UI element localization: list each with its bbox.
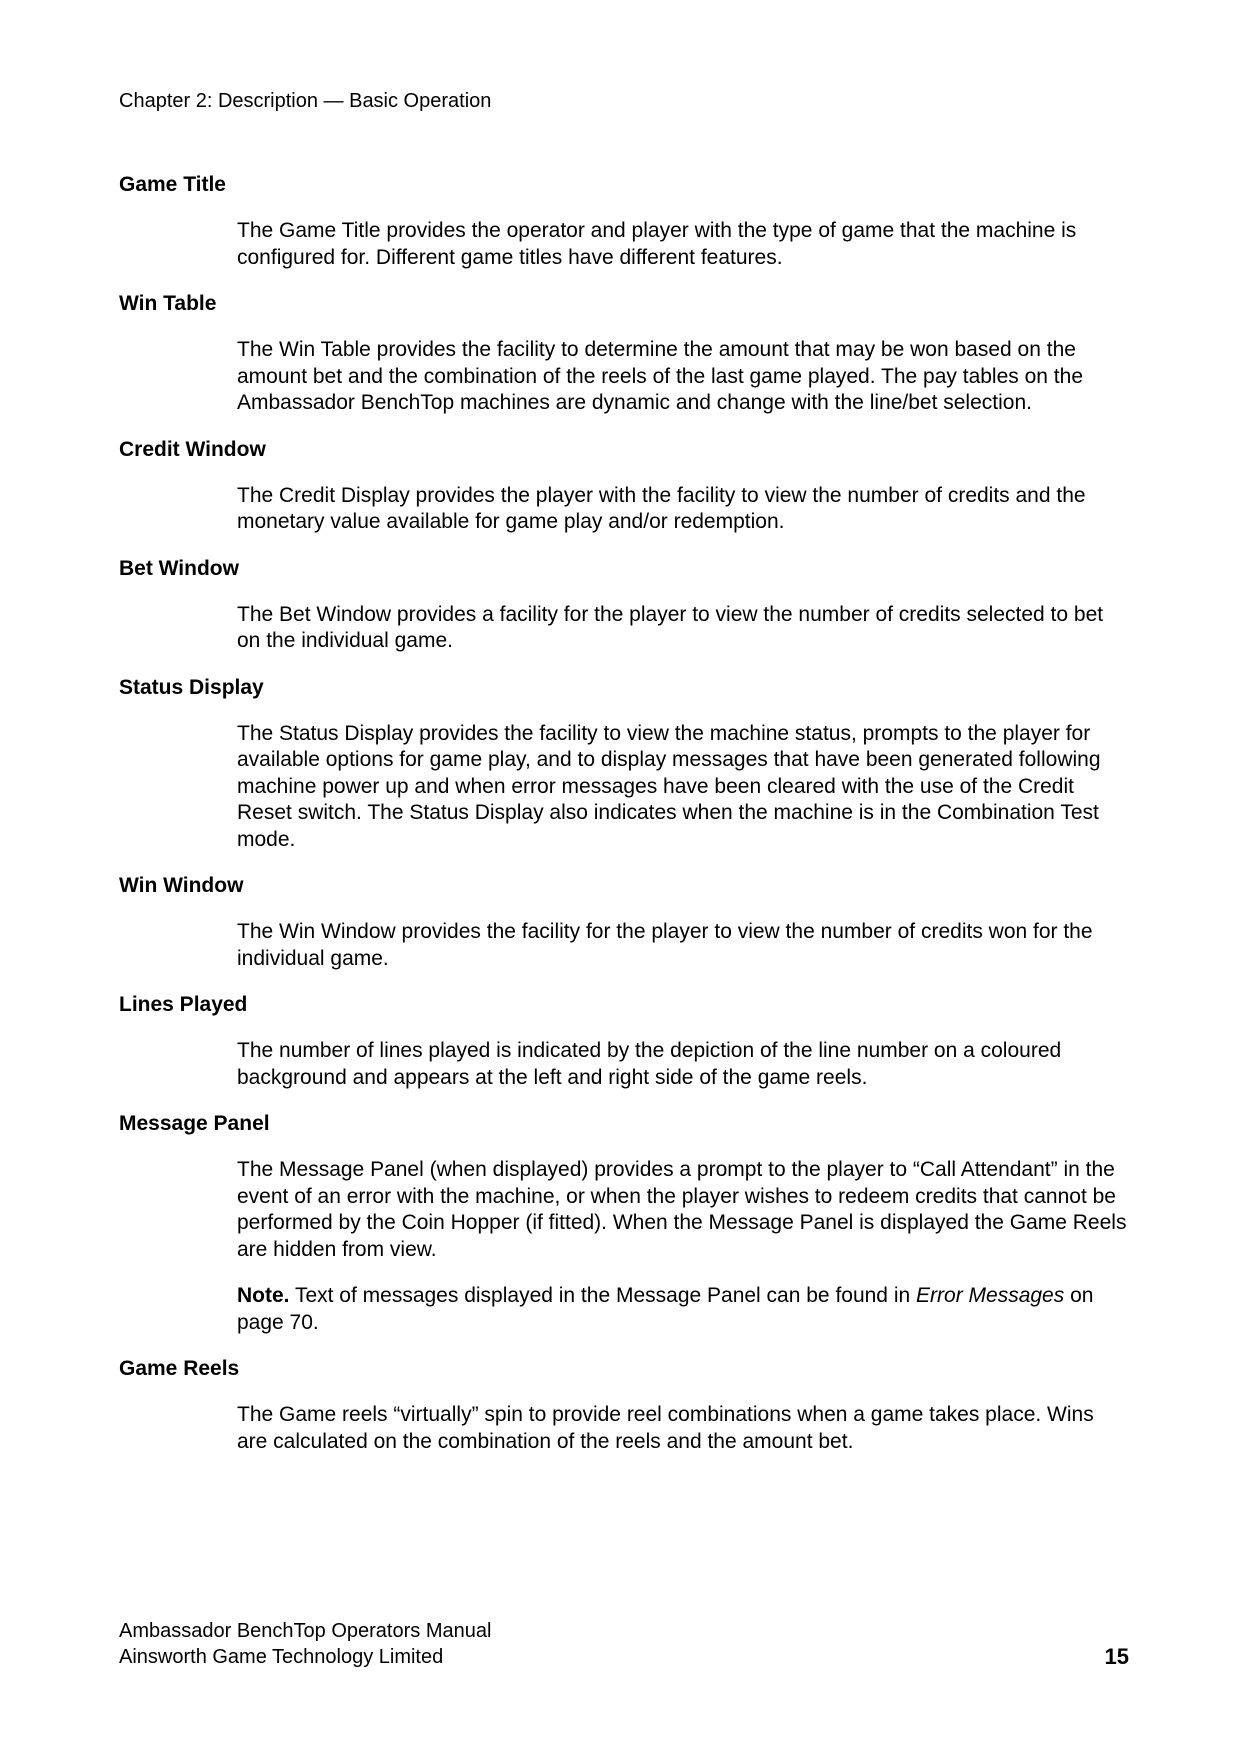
section-heading: Win Window: [119, 874, 244, 897]
note-text-end: on page 70.: [237, 1284, 1094, 1334]
section-game-title: [119, 172, 1129, 271]
section-paragraph: The Game Title provides the operator and player with the type of game that the machine is configured for. Different game titles have different features.: [237, 219, 1077, 269]
footer-company: Ainsworth Game Technology Limited: [119, 1646, 444, 1668]
page-content: [119, 172, 1129, 1455]
note-label: Note.: [237, 1284, 290, 1307]
section-paragraph: The Win Table provides the facility to determine the amount that may be won based on the amount bet and the combination of the reels of the last game played. The pay tables on the Ambassador BenchTop machines are dynamic and change with the line/bet selection.: [237, 338, 1083, 414]
running-header: Chapter 2: Description — Basic Operation: [119, 90, 492, 112]
section-paragraph: The Bet Window provides a facility for the player to view the number of credits selected to bet on the individual game.: [237, 602, 1104, 652]
page-number: 15: [1104, 1644, 1129, 1669]
section-heading: Game Reels: [119, 1357, 240, 1380]
page-footer: [119, 1618, 1129, 1670]
note-reference-link[interactable]: Error Messages: [916, 1284, 1065, 1307]
section-heading: Credit Window: [119, 437, 266, 461]
footer-manual-title: Ambassador BenchTop Operators Manual: [119, 1620, 492, 1642]
section-paragraph: The Status Display provides the facility to view the machine status, prompts to the player for available options for game play, and to display messages that have been generated following machine power up and when error messages have been cleared with the use of the Credit Reset switch. The Status Display also indicates when the machine is in the Combination Test mode.: [237, 721, 1101, 851]
section-heading: Status Display: [119, 675, 264, 699]
section-status-display: [119, 675, 1129, 854]
section-paragraph: The Game reels “virtually” spin to provide reel combinations when a game takes place. Wins are calculated on the combination of the reels and the amount bet.: [237, 1403, 1094, 1453]
section-message-panel: [119, 1111, 1129, 1336]
section-bet-window: [119, 556, 1129, 655]
note-paragraph: [237, 1283, 1129, 1336]
section-heading: Lines Played: [119, 993, 248, 1016]
section-lines-played: [119, 992, 1129, 1091]
section-paragraph: The number of lines played is indicated by the depiction of the line number on a coloured background and appears at the left and right side of the game reels.: [237, 1039, 1062, 1089]
section-heading: Game Title: [119, 173, 226, 196]
section-paragraph: The Credit Display provides the player with the facility to view the number of credits and the monetary value available for game play and/or redemption.: [237, 483, 1086, 533]
section-win-table: [119, 291, 1129, 417]
section-paragraph: The Message Panel (when displayed) provides a prompt to the player to “Call Attendant” in the event of an error with the machine, or when the player wishes to redeem credits that cannot be performed by the Coin Hopper (if fitted). When the Message Panel is displayed the Game Reels are hidden from view.: [237, 1158, 1127, 1261]
section-heading: Win Table: [119, 292, 217, 315]
section-credit-window: [119, 437, 1129, 536]
section-game-reels: [119, 1356, 1129, 1455]
section-heading: Bet Window: [119, 556, 239, 580]
section-heading: Message Panel: [119, 1112, 270, 1135]
section-win-window: [119, 873, 1129, 972]
note-text: Text of messages displayed in the Message Panel can be found in: [289, 1284, 917, 1307]
section-paragraph: The Win Window provides the facility for the player to view the number of credits won for the individual game.: [237, 920, 1093, 970]
